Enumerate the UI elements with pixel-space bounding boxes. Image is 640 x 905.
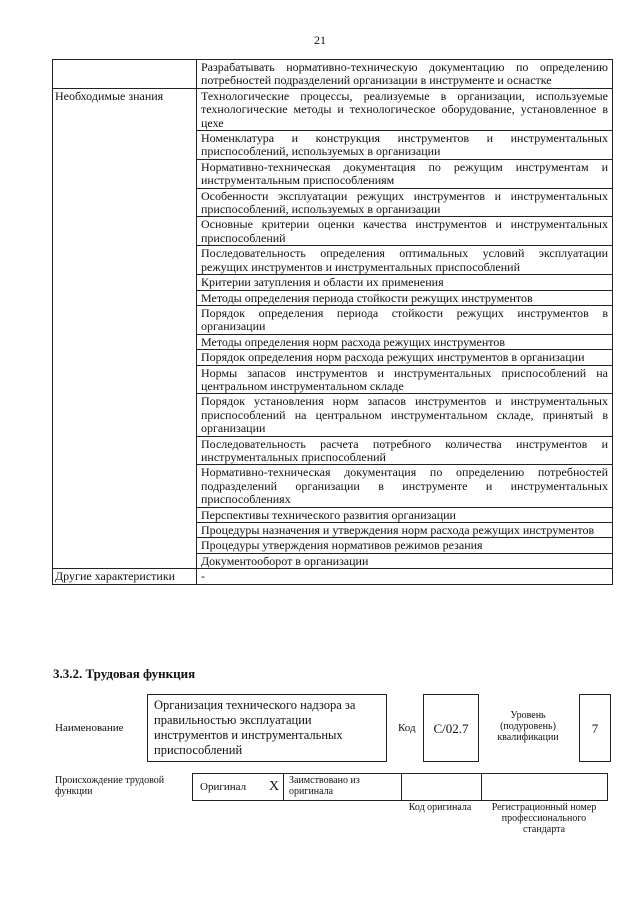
level-label: Уровень (подуровень) квалификации [497, 710, 559, 743]
row-item: Нормы запасов инструментов и инструментальных приспособлений на центральном инструментальном складе [197, 365, 613, 394]
row-item: Основные критерии оценки качества инструментов и инструментальных приспособлений [197, 217, 613, 246]
table-row [53, 60, 613, 89]
borrowed-label: Заимствовано из оригинала [289, 775, 360, 797]
level-value-box [579, 694, 611, 762]
divider [401, 773, 402, 801]
page-number: 21 [314, 33, 326, 47]
row-item: Последовательность определения оптимальных условий эксплуатации режущих инструментов и инструментальных приспособлений [197, 246, 613, 275]
row-item: Методы определения периода стойкости режущих инструментов [197, 290, 613, 305]
origin-row [192, 773, 608, 801]
divider [481, 773, 482, 801]
table-row [53, 569, 613, 584]
row-label: Другие характеристики [53, 569, 197, 584]
code-value-box [423, 694, 479, 762]
name-label: Наименование [55, 722, 124, 734]
row-item: Порядок установления норм запасов инструментов и инструментальных приспособлений на центральном инструментальном складе, принятый в организации [197, 394, 613, 436]
row-item: Разрабатывать нормативно-техническую документацию по определению потребностей подразделений организации в инструменте и оснастке [197, 60, 613, 89]
requirements-table [52, 59, 613, 585]
section-title: 3.3.2. Трудовая функция [53, 666, 196, 681]
row-item: Последовательность расчета потребного количества инструментов и инструментальных приспособлений [197, 436, 613, 465]
divider [283, 773, 284, 801]
row-item: Технологические процессы, реализуемые в организации, используемые технологические методы и технологическое оборудование, установленное в цехе [197, 88, 613, 130]
origin-label: Происхождение трудовой функции [55, 775, 165, 797]
row-item: Нормативно-техническая документация по режущим инструментам и инструментальным приспособлениям [197, 159, 613, 188]
name-value: Организация технического надзора за правильностью эксплуатации инструментов и инструментальных приспособлений [154, 698, 356, 757]
row-label [53, 60, 197, 89]
row-item: Особенности эксплуатации режущих инструментов и инструментальных приспособлений, используемых в организации [197, 188, 613, 217]
original-label: Оригинал [200, 781, 247, 793]
reg-number-label: Регистрационный номер профессионального стандарта [491, 802, 597, 835]
row-item: Методы определения норм расхода режущих инструментов [197, 334, 613, 349]
row-item: Порядок определения периода стойкости режущих инструментов в организации [197, 305, 613, 334]
row-label: Необходимые знания [53, 88, 197, 568]
original-mark: X [269, 779, 280, 794]
name-value-box [147, 694, 387, 762]
code-original-label: Код оригинала [408, 802, 472, 813]
level-value: 7 [591, 721, 599, 736]
code-value: C/02.7 [433, 721, 469, 736]
row-item: Критерии затупления и области их применения [197, 275, 613, 290]
table-row [53, 88, 613, 130]
row-item: - [197, 569, 613, 584]
code-label: Код [398, 722, 416, 734]
row-item: Порядок определения норм расхода режущих инструментов в организации [197, 350, 613, 365]
row-item: Нормативно-техническая документация по определению потребностей подразделений организации в инструменте и инструментальных приспособлениях [197, 465, 613, 507]
row-item: Документооборот в организации [197, 553, 613, 568]
row-item: Номенклатура и конструкция инструментов и инструментальных приспособлений, используемых в организации [197, 131, 613, 160]
row-item: Процедуры утверждения нормативов режимов резания [197, 538, 613, 553]
row-item: Перспективы технического развития организации [197, 507, 613, 522]
row-item: Процедуры назначения и утверждения норм расхода режущих инструментов [197, 523, 613, 538]
